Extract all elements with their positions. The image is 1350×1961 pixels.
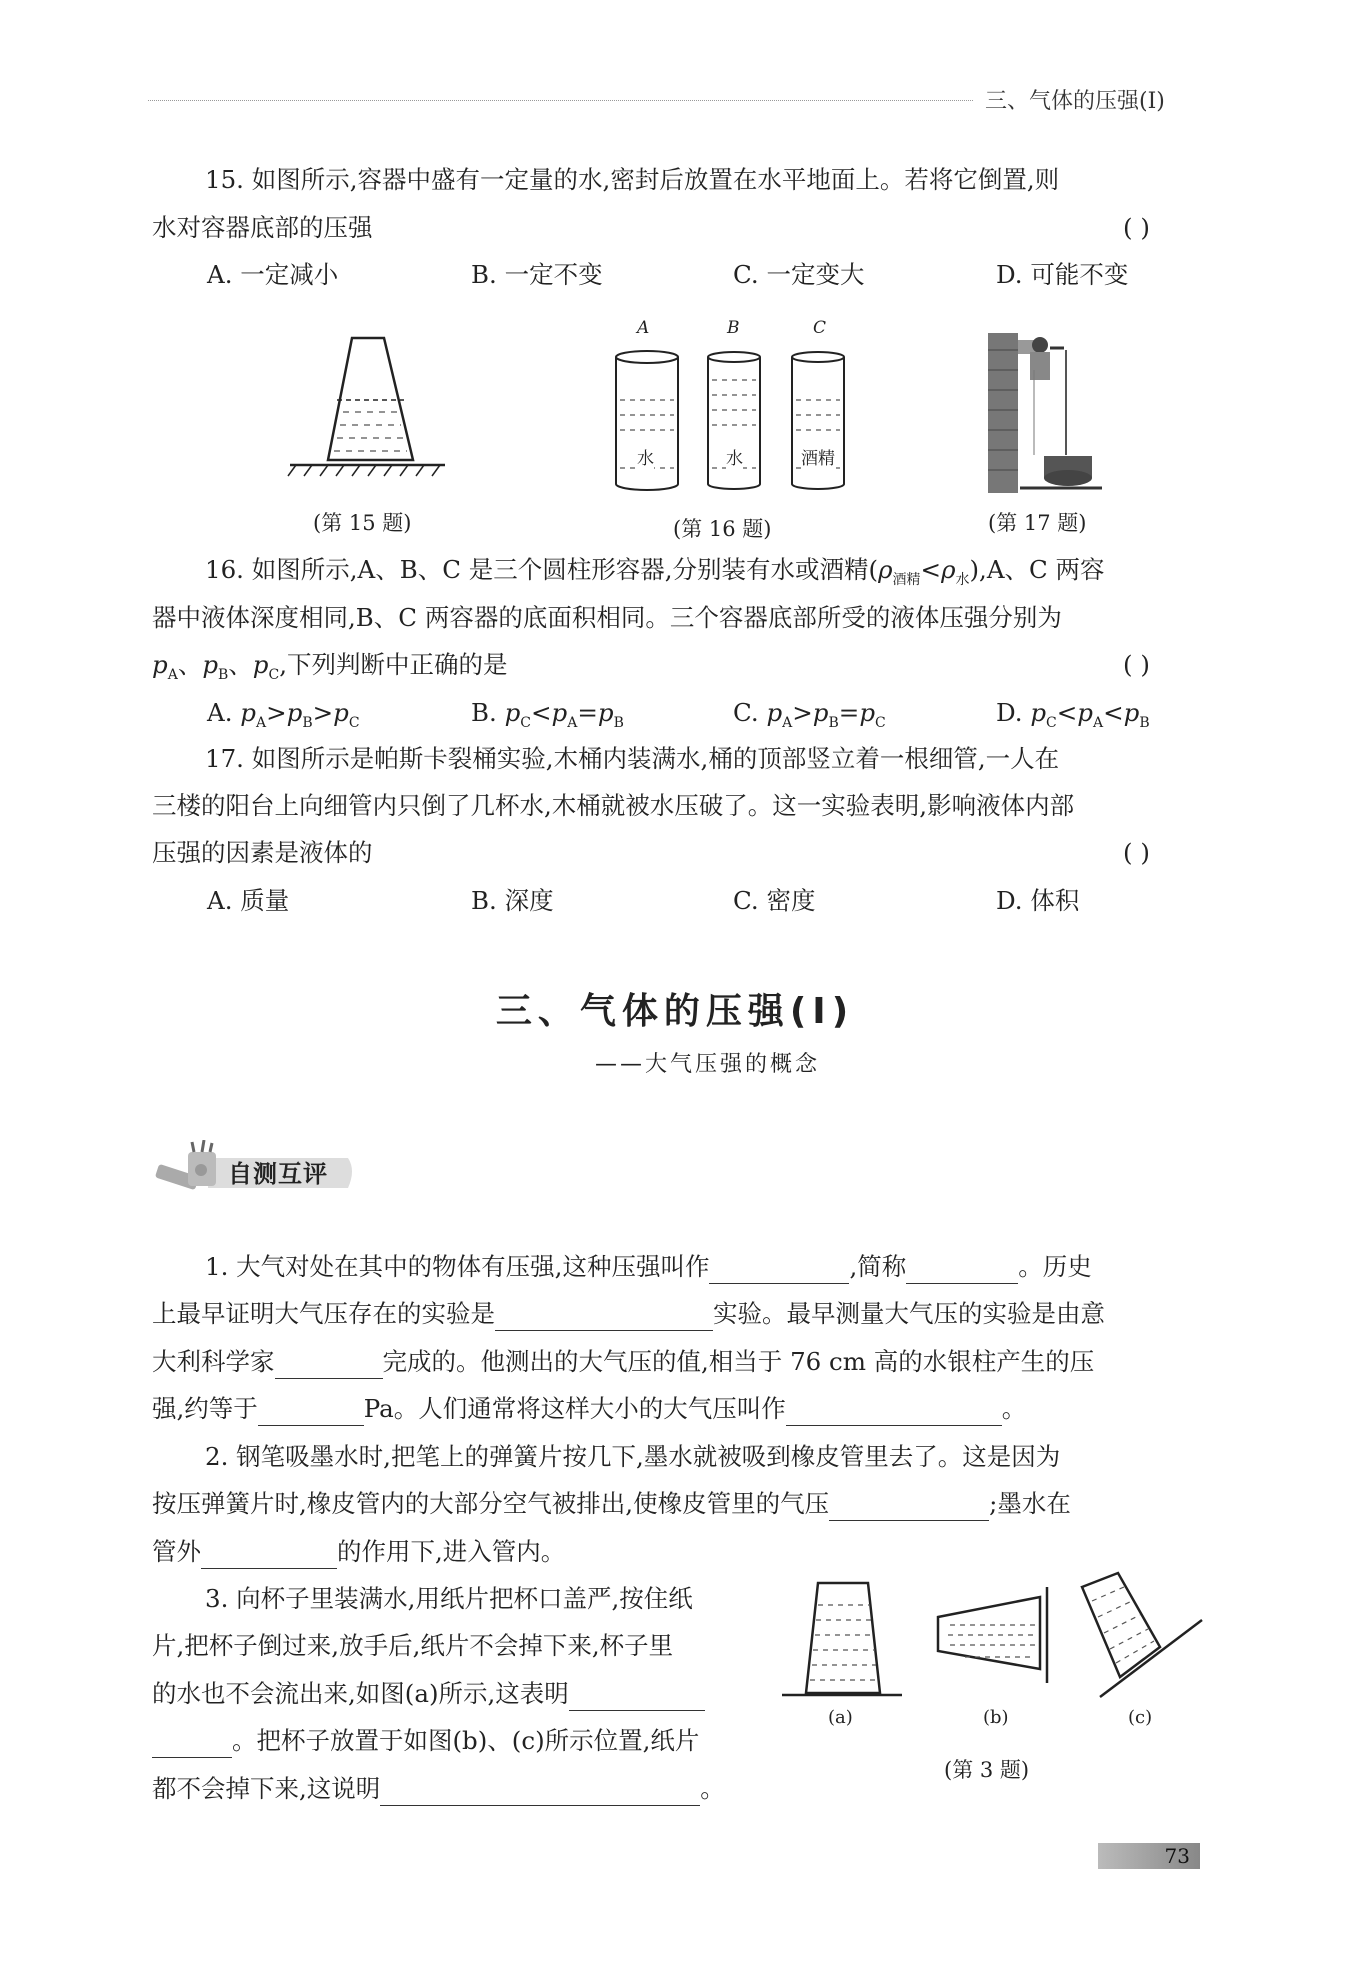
s1-blank-4[interactable] [275,1352,383,1379]
figure-3-caption-a: (a) [828,1707,853,1728]
s1-blank-5[interactable] [258,1399,364,1426]
figure-16-liquid-b: 水 [726,444,743,469]
s3-line4: 。把杯子放置于如图(b)、(c)所示位置,纸片 [152,1724,699,1758]
q15-option-d: D. 可能不变 [996,260,1129,289]
q16-option-c: C. $p_A>p_B=p_C$ [733,698,886,731]
figure-15-container [290,338,445,465]
q17-line2: 三楼的阳台上向细管内只倒了几杯水,木桶就被水压破了。这一实验表明,影响液体内部 [152,791,1075,820]
q16-line3: $p_A$、$p_B$、$p_C$,下列判断中正确的是 [152,650,508,683]
section-title: 三、气体的压强(Ⅰ) [495,991,855,1032]
s1-line1: 1. 大气对处在其中的物体有压强,这种压强叫作 ,简称 。历史 [205,1250,1092,1284]
s3-line1: 3. 向杯子里装满水,用纸片把杯口盖严,按住纸 [205,1584,693,1613]
s2-line1: 2. 钢笔吸墨水时,把笔上的弹簧片按几下,墨水就被吸到橡皮管里去了。这是因为 [205,1442,1061,1471]
s1-line2: 上最早证明大气压存在的实验是 实验。最早测量大气压的实验是由意 [152,1297,1105,1331]
s3-line2: 片,把杯子倒过来,放手后,纸片不会掉下来,杯子里 [152,1631,674,1660]
figure-3-caption: (第 3 题) [944,1758,1030,1782]
figure-17-caption: (第 17 题) [988,511,1087,535]
q15-option-b: B. 一定不变 [471,260,603,289]
s3-line3: 的水也不会流出来,如图(a)所示,这表明 [152,1677,705,1711]
figure-16-label-c: C [813,318,827,338]
page-number-bar [1098,1843,1200,1869]
s3-blank-2[interactable] [380,1779,700,1806]
q17-option-a: A. 质量 [207,886,290,915]
figure-15-caption: (第 15 题) [313,511,412,535]
q17-answer-paren: ( ) [1123,838,1150,867]
q16-line1: 16. 如图所示,A、B、C 是三个圆柱形容器,分别装有水或酒精$(\rho_{酒精}<\rho_水),A$、C 两容 [205,555,1105,588]
q16-line2: 器中液体深度相同,B、C 两容器的底面积相同。三个容器底部所受的液体压强分别为 [152,603,1062,632]
s1-line4: 强,约等于 Pa。人们通常将这样大小的大气压叫作 。 [152,1392,1026,1426]
q17-line1: 17. 如图所示是帕斯卡裂桶实验,木桶内装满水,桶的顶部竖立着一根细管,一人在 [205,744,1060,773]
s1-blank-6[interactable] [786,1399,1002,1426]
figure-3-caption-b: (b) [983,1707,1009,1728]
figure-16-caption: (第 16 题) [673,517,772,541]
figure-17-pascal-barrel [988,333,1102,493]
badge-label: 自测互评 [228,1160,328,1188]
figures-row [0,0,1350,560]
figure-16-label-a: A [637,318,650,338]
section-subtitle: ——大气压强的概念 [595,1052,821,1077]
q17-option-c: C. 密度 [733,886,816,915]
self-test-badge [148,1140,358,1200]
figure-15-ground-hatch [288,465,440,476]
q16-answer-paren: ( ) [1123,650,1150,679]
figure-16-cylinders [616,351,844,490]
q15-answer-paren: ( ) [1123,213,1150,242]
s1-blank-2[interactable] [906,1257,1018,1284]
s1-blank-1[interactable] [709,1257,849,1284]
figure-3-caption-c: (c) [1128,1707,1153,1728]
s2-blank-1[interactable] [829,1494,989,1521]
page-number: 73 [1164,1844,1190,1868]
figure-3-cups [770,1565,1210,1725]
s2-line3: 管外 的作用下,进入管内。 [152,1535,565,1569]
q16-option-a: A. $p_A>p_B>p_C$ [207,698,360,731]
s2-line2: 按压弹簧片时,橡皮管内的大部分空气被排出,使橡皮管里的气压 ;墨水在 [152,1487,1071,1521]
q17-option-d: D. 体积 [996,886,1080,915]
q17-option-b: B. 深度 [471,886,554,915]
q16-option-b: B. $p_C<p_A=p_B$ [471,698,624,731]
figure-16-liquid-c: 酒精 [801,444,835,469]
q15-option-c: C. 一定变大 [733,260,865,289]
s1-blank-3[interactable] [495,1304,713,1331]
q17-line3: 压强的因素是液体的 [152,838,373,867]
s2-blank-2[interactable] [201,1542,337,1569]
s3-line5: 都不会掉下来,这说明 。 [152,1772,725,1806]
s3-blank-1-cont[interactable] [152,1731,232,1758]
running-header: 三、气体的压强(Ⅰ) [985,89,1165,114]
s1-line3: 大利科学家 完成的。他测出的大气压的值,相当于 76 cm 高的水银柱产生的压 [152,1345,1094,1379]
q15-line1: 15. 如图所示,容器中盛有一定量的水,密封后放置在水平地面上。若将它倒置,则 [205,165,1060,194]
figure-16-label-b: B [727,318,740,338]
q15-line2: 水对容器底部的压强 [152,213,373,242]
s3-blank-1[interactable] [569,1684,705,1711]
figure-16-liquid-a: 水 [637,444,654,469]
q15-option-a: A. 一定减小 [207,260,339,289]
q16-option-d: D. $p_C<p_A<p_B$ [996,698,1150,731]
